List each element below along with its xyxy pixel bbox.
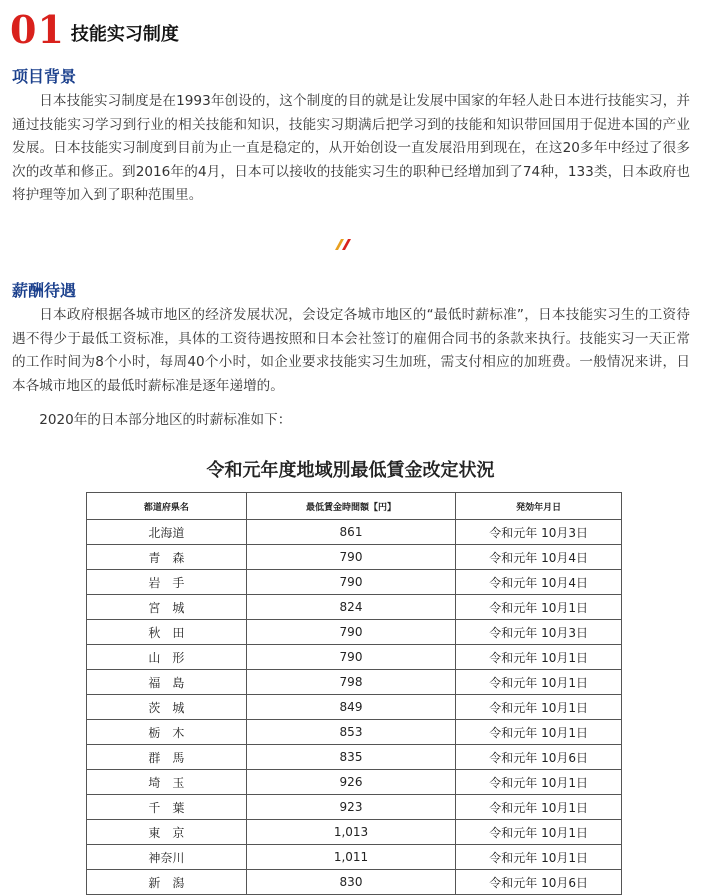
table-row xyxy=(87,595,622,620)
effective-date-cell: 令和元年 10月1日 xyxy=(456,595,622,620)
table-row xyxy=(87,545,622,570)
effective-date-cell: 令和元年 10月4日 xyxy=(456,545,622,570)
effective-date-cell: 令和元年 10月1日 xyxy=(456,845,622,870)
effective-date-cell: 令和元年 10月6日 xyxy=(456,745,622,770)
background-paragraph: 日本技能实习制度是在1993年创设的，这个制度的目的就是让发展中国家的年轻人赴日本进行技能实习，并通过技能实习学习到行业的相关技能和知识，技能实习期满后把学习到的技能和知识带回国用于促进本国的产业发展。日本技能实习制度到目前为止一直是稳定的，从开始创设一直发展沿用到现在，在这20多年中经过了很多次的改革和修正。到2016年的4月，日本可以接收的技能实习生的职种已经增加到了74种，133类，日本政府也将护理等加入到了职种范围里。 xyxy=(12,93,690,203)
effective-date-cell: 令和元年 10月1日 xyxy=(456,820,622,845)
table-row xyxy=(87,870,622,895)
salary-paragraph: 日本政府根据各城市地区的经济发展状况，会设定各城市地区的“最低时薪标准”，日本技能实习生的工资待遇不得少于最低工资标准，具体的工资待遇按照和日本会社签订的雇佣合同书的条款来执行。技能实习一天正常的工作时间为8个小时，每周40个小时，如企业要求技能实习生加班，需支付相应的加班费。一般情况来讲，日本各城市地区的最低时薪标准是逐年递增的。 xyxy=(12,307,690,394)
table-row xyxy=(87,620,622,645)
prefecture-cell: 新 潟 xyxy=(87,870,247,895)
table-row xyxy=(87,570,622,595)
table-row xyxy=(87,670,622,695)
effective-date-cell: 令和元年 10月1日 xyxy=(456,795,622,820)
min-wage-cell: 790 xyxy=(246,570,456,595)
min-wage-cell: 790 xyxy=(246,645,456,670)
section-number: 01 xyxy=(10,7,65,52)
prefecture-cell: 宮 城 xyxy=(87,595,247,620)
table-row xyxy=(87,695,622,720)
table-header-row xyxy=(87,493,622,520)
effective-date-cell: 令和元年 10月4日 xyxy=(456,570,622,595)
prefecture-cell: 東 京 xyxy=(87,820,247,845)
table-row xyxy=(87,745,622,770)
effective-date-cell: 令和元年 10月6日 xyxy=(456,870,622,895)
column-header-prefecture: 都道府県名 xyxy=(87,493,247,520)
prefecture-cell: 岩 手 xyxy=(87,570,247,595)
column-header-min-wage: 最低賃金時間額【円】 xyxy=(246,493,456,520)
table-row xyxy=(87,770,622,795)
table-row xyxy=(87,520,622,545)
effective-date-cell: 令和元年 10月1日 xyxy=(456,770,622,795)
slash-divider-icon xyxy=(332,237,356,251)
prefecture-cell: 群 馬 xyxy=(87,745,247,770)
table-intro-text: 2020年的日本部分地区的时薪标准如下： xyxy=(39,412,292,428)
min-wage-cell: 830 xyxy=(246,870,456,895)
column-header-effective-date: 発効年月日 xyxy=(456,493,622,520)
prefecture-cell: 神奈川 xyxy=(87,845,247,870)
min-wage-cell: 923 xyxy=(246,795,456,820)
min-wage-cell: 1,013 xyxy=(246,820,456,845)
prefecture-cell: 福 島 xyxy=(87,670,247,695)
effective-date-cell: 令和元年 10月1日 xyxy=(456,645,622,670)
wage-table xyxy=(86,492,622,895)
background-heading: 项目背景 xyxy=(12,67,77,86)
effective-date-cell: 令和元年 10月1日 xyxy=(456,695,622,720)
salary-heading: 薪酬待遇 xyxy=(12,281,77,300)
table-row xyxy=(87,645,622,670)
table-row xyxy=(87,845,622,870)
prefecture-cell: 北海道 xyxy=(87,520,247,545)
prefecture-cell: 千 葉 xyxy=(87,795,247,820)
effective-date-cell: 令和元年 10月3日 xyxy=(456,620,622,645)
min-wage-cell: 835 xyxy=(246,745,456,770)
effective-date-cell: 令和元年 10月1日 xyxy=(456,670,622,695)
effective-date-cell: 令和元年 10月1日 xyxy=(456,720,622,745)
table-row xyxy=(87,720,622,745)
effective-date-cell: 令和元年 10月3日 xyxy=(456,520,622,545)
min-wage-cell: 790 xyxy=(246,545,456,570)
min-wage-cell: 824 xyxy=(246,595,456,620)
prefecture-cell: 秋 田 xyxy=(87,620,247,645)
min-wage-cell: 849 xyxy=(246,695,456,720)
prefecture-cell: 茨 城 xyxy=(87,695,247,720)
table-row xyxy=(87,820,622,845)
section-header xyxy=(10,8,179,52)
min-wage-cell: 1,011 xyxy=(246,845,456,870)
section-title: 技能实习制度 xyxy=(70,24,179,45)
min-wage-cell: 790 xyxy=(246,620,456,645)
min-wage-cell: 926 xyxy=(246,770,456,795)
prefecture-cell: 栃 木 xyxy=(87,720,247,745)
wage-table-title: 令和元年度地域別最低賃金改定状況 xyxy=(206,460,495,481)
prefecture-cell: 埼 玉 xyxy=(87,770,247,795)
prefecture-cell: 山 形 xyxy=(87,645,247,670)
prefecture-cell: 青 森 xyxy=(87,545,247,570)
min-wage-cell: 853 xyxy=(246,720,456,745)
min-wage-cell: 861 xyxy=(246,520,456,545)
table-row xyxy=(87,795,622,820)
min-wage-cell: 798 xyxy=(246,670,456,695)
